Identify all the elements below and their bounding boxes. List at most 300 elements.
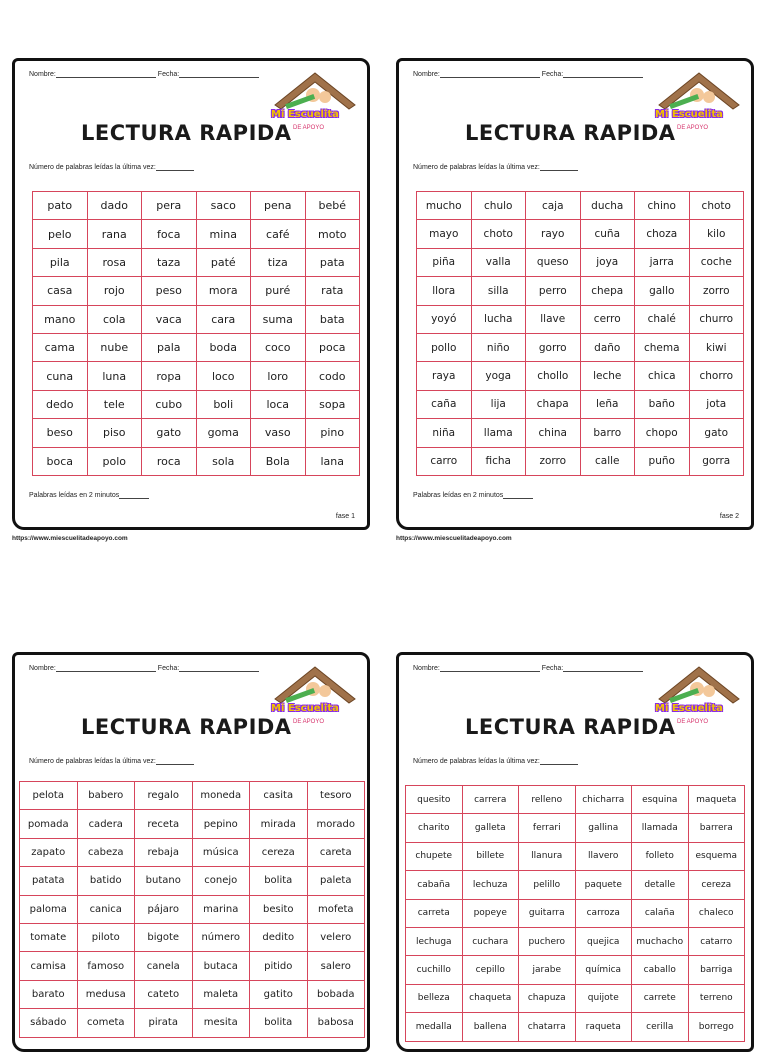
word-cell: cubo [142,390,197,418]
word-cell: casa [33,277,88,305]
table-row [417,305,744,333]
table-row [20,1009,365,1037]
word-cell: famoso [77,952,135,980]
table-row [33,277,360,305]
logo-text: Mi Escuelita [655,703,723,714]
word-cell: mayo [417,220,472,248]
word-cell: baño [635,390,690,418]
word-cell: piña [417,248,472,276]
word-cell: queso [526,248,581,276]
word-cell: chapuza [519,984,576,1012]
word-cell: tele [87,390,142,418]
word-cell: tesoro [307,782,365,810]
phase-label: fase 2 [719,513,739,520]
logo-subtitle: DE APOYO [677,719,709,725]
logo-text: Mi Escuelita [655,109,723,120]
footer-line[interactable] [503,491,533,499]
word-cell: babosa [307,1009,365,1037]
word-cell: paloma [20,895,78,923]
word-cell: bebé [305,192,360,220]
table-row [406,871,745,899]
word-cell: loro [251,362,306,390]
word-cell: cerro [580,305,635,333]
word-cell: llama [471,419,526,447]
site-url[interactable]: https://www.miescuelitadeapoyo.com [12,535,128,542]
table-row [406,899,745,927]
table-row [417,447,744,475]
word-cell: pelillo [519,871,576,899]
word-cell: sola [196,447,251,475]
word-cell: perro [526,277,581,305]
word-cell: ducha [580,192,635,220]
word-cell: caballo [632,956,689,984]
previous-count [29,757,194,765]
word-cell: jota [689,390,744,418]
word-cell: barriga [688,956,745,984]
footer-count [413,491,533,499]
word-cell: ferrari [519,814,576,842]
word-cell: ballena [462,1013,519,1041]
word-cell: pomada [20,810,78,838]
table-row [33,362,360,390]
nombre-line[interactable] [440,69,540,78]
word-cell: niño [471,333,526,361]
word-cell: quejica [575,927,632,955]
word-cell: esquina [632,786,689,814]
word-cell: rosa [87,248,142,276]
word-cell: ficha [471,447,526,475]
word-cell: raqueta [575,1013,632,1041]
word-cell: pato [33,192,88,220]
worksheet-card-4 [396,652,754,1052]
word-cell: cuchara [462,927,519,955]
word-cell: foca [142,220,197,248]
previous-count-label: Número de palabras leídas la última vez: [413,758,540,765]
word-cell: leña [580,390,635,418]
word-cell: café [251,220,306,248]
logo-subtitle: DE APOYO [677,125,709,131]
header-fields [29,663,259,672]
word-cell: coche [689,248,744,276]
word-cell: carrera [462,786,519,814]
previous-count-line[interactable] [540,163,578,171]
word-cell: bobada [307,980,365,1008]
word-cell: paquete [575,871,632,899]
word-cell: choto [689,192,744,220]
word-cell: chapa [526,390,581,418]
table-row [33,220,360,248]
word-cell: número [192,923,250,951]
word-cell: lija [471,390,526,418]
word-cell: receta [135,810,193,838]
word-cell: quesito [406,786,463,814]
word-cell: gallo [635,277,690,305]
nombre-line[interactable] [56,663,156,672]
header-fields [413,663,643,672]
word-cell: chica [635,362,690,390]
word-cell: daño [580,333,635,361]
logo-subtitle: DE APOYO [293,125,325,131]
word-cell: raya [417,362,472,390]
previous-count [413,163,578,171]
word-cell: mucho [417,192,472,220]
word-cell: chatarra [519,1013,576,1041]
word-cell: popeye [462,899,519,927]
word-cell: batido [77,867,135,895]
table-row [20,980,365,1008]
word-cell: llora [417,277,472,305]
word-cell: saco [196,192,251,220]
word-cell: química [575,956,632,984]
site-url[interactable]: https://www.miescuelitadeapoyo.com [396,535,512,542]
word-cell: relleno [519,786,576,814]
word-cell: boda [196,333,251,361]
word-cell: peso [142,277,197,305]
word-cell: piso [87,419,142,447]
word-cell: muchacho [632,927,689,955]
word-cell: joya [580,248,635,276]
word-cell: zapato [20,838,78,866]
table-row [406,956,745,984]
page-title: LECTURA RAPIDA [465,121,676,145]
word-cell: folleto [632,842,689,870]
previous-count-line[interactable] [540,757,578,765]
word-cell: cabeza [77,838,135,866]
table-row [417,419,744,447]
word-cell: chepa [580,277,635,305]
word-cell: ropa [142,362,197,390]
word-cell: carro [417,447,472,475]
word-cell: luna [87,362,142,390]
word-cell: jarra [635,248,690,276]
word-cell: choza [635,220,690,248]
word-cell: boli [196,390,251,418]
word-cell: chopo [635,419,690,447]
page-title: LECTURA RAPIDA [81,121,292,145]
word-cell: cerilla [632,1013,689,1041]
word-cell: carrete [632,984,689,1012]
word-cell: gatito [250,980,308,1008]
word-cell: chalé [635,305,690,333]
word-cell: vaso [251,419,306,447]
previous-count-label: Número de palabras leídas la última vez: [413,164,540,171]
word-cell: Bola [251,447,306,475]
word-cell: patata [20,867,78,895]
word-cell: salero [307,952,365,980]
word-cell: caja [526,192,581,220]
word-cell: churro [689,305,744,333]
table-row [33,192,360,220]
table-row [33,447,360,475]
table-row [406,1013,745,1041]
logo-subtitle: DE APOYO [293,719,325,725]
nombre-label: Nombre: [29,665,56,672]
word-cell: pata [305,248,360,276]
worksheet-card-1 [12,58,370,530]
fecha-line[interactable] [179,663,259,672]
word-cell: gorro [526,333,581,361]
table-row [417,333,744,361]
word-cell: medusa [77,980,135,1008]
table-row [417,277,744,305]
word-cell: camisa [20,952,78,980]
word-table [32,191,360,476]
worksheet-card-3 [12,652,370,1052]
table-row [33,390,360,418]
word-cell: pirata [135,1009,193,1037]
header-fields [29,69,259,78]
nombre-line[interactable] [440,663,540,672]
logo-text: Mi Escuelita [271,703,339,714]
word-cell: kilo [689,220,744,248]
word-cell: belleza [406,984,463,1012]
word-cell: mofeta [307,895,365,923]
word-cell: velero [307,923,365,951]
previous-count-line[interactable] [156,163,194,171]
table-row [33,419,360,447]
previous-count-line[interactable] [156,757,194,765]
word-cell: pena [251,192,306,220]
table-row [406,814,745,842]
word-cell: lana [305,447,360,475]
nombre-label: Nombre: [29,71,56,78]
word-cell: paté [196,248,251,276]
word-cell: galleta [462,814,519,842]
fecha-label: Fecha: [541,71,564,78]
word-cell: barato [20,980,78,1008]
word-cell: choto [471,220,526,248]
table-row [417,390,744,418]
table-row [406,984,745,1012]
word-cell: pepino [192,810,250,838]
header-fields [413,69,643,78]
word-table [19,781,365,1038]
word-cell: gato [689,419,744,447]
word-cell: maleta [192,980,250,1008]
word-cell: poca [305,333,360,361]
word-cell: billete [462,842,519,870]
word-cell: niña [417,419,472,447]
word-cell: esquema [688,842,745,870]
word-cell: caña [417,390,472,418]
word-cell: cara [196,305,251,333]
word-cell: dedo [33,390,88,418]
word-cell: silla [471,277,526,305]
word-cell: kiwi [689,333,744,361]
word-cell: carroza [575,899,632,927]
word-cell: gorra [689,447,744,475]
word-cell: bolita [250,1009,308,1037]
word-cell: llanura [519,842,576,870]
word-cell: cuchillo [406,956,463,984]
word-cell: música [192,838,250,866]
word-cell: puré [251,277,306,305]
table-row [406,786,745,814]
word-cell: chicharra [575,786,632,814]
word-cell: leche [580,362,635,390]
word-cell: medalla [406,1013,463,1041]
word-cell: chulo [471,192,526,220]
table-row [33,305,360,333]
table-row [417,248,744,276]
word-cell: canica [77,895,135,923]
word-cell: mirada [250,810,308,838]
word-cell: bata [305,305,360,333]
word-cell: cometa [77,1009,135,1037]
word-cell: beso [33,419,88,447]
word-cell: chino [635,192,690,220]
word-cell: chaqueta [462,984,519,1012]
table-row [33,248,360,276]
word-cell: vaca [142,305,197,333]
table-row [406,927,745,955]
word-cell: codo [305,362,360,390]
word-cell: cuña [580,220,635,248]
word-cell: terreno [688,984,745,1012]
word-cell: taza [142,248,197,276]
word-cell: zorro [526,447,581,475]
table-row [33,333,360,361]
footer-label: Palabras leídas en 2 minutos [413,492,504,499]
word-cell: puchero [519,927,576,955]
word-cell: llavero [575,842,632,870]
word-cell: cateto [135,980,193,1008]
word-cell: besito [250,895,308,923]
word-cell: rana [87,220,142,248]
word-cell: piloto [77,923,135,951]
word-cell: cuna [33,362,88,390]
word-cell: conejo [192,867,250,895]
word-cell: rojo [87,277,142,305]
word-cell: canela [135,952,193,980]
word-cell: bolita [250,867,308,895]
word-cell: sopa [305,390,360,418]
word-cell: cereza [250,838,308,866]
footer-count [29,491,149,499]
word-cell: coco [251,333,306,361]
word-cell: marina [192,895,250,923]
fecha-label: Fecha: [541,665,564,672]
word-cell: suma [251,305,306,333]
word-cell: roca [142,447,197,475]
word-cell: maqueta [688,786,745,814]
word-cell: cereza [688,871,745,899]
word-cell: pitido [250,952,308,980]
word-cell: butaca [192,952,250,980]
word-cell: china [526,419,581,447]
word-cell: cola [87,305,142,333]
word-cell: gallina [575,814,632,842]
word-cell: sábado [20,1009,78,1037]
fecha-line[interactable] [179,69,259,78]
word-cell: tomate [20,923,78,951]
word-cell: nube [87,333,142,361]
word-cell: morado [307,810,365,838]
word-cell: boca [33,447,88,475]
table-row [20,782,365,810]
word-cell: calaña [632,899,689,927]
table-row [20,952,365,980]
word-cell: mora [196,277,251,305]
word-cell: careta [307,838,365,866]
word-table [405,785,745,1042]
previous-count [413,757,578,765]
word-cell: babero [77,782,135,810]
table-row [20,923,365,951]
fecha-line[interactable] [563,69,643,78]
word-cell: mano [33,305,88,333]
word-cell: charito [406,814,463,842]
table-row [20,810,365,838]
footer-label: Palabras leídas en 2 minutos [29,492,120,499]
word-cell: cabaña [406,871,463,899]
word-cell: cama [33,333,88,361]
word-cell: dedito [250,923,308,951]
word-cell: pollo [417,333,472,361]
word-cell: pera [142,192,197,220]
word-cell: catarro [688,927,745,955]
word-cell: yoga [471,362,526,390]
word-cell: llave [526,305,581,333]
word-cell: bigote [135,923,193,951]
word-cell: rata [305,277,360,305]
word-cell: pelo [33,220,88,248]
table-row [20,895,365,923]
word-cell: barrera [688,814,745,842]
word-cell: loca [251,390,306,418]
word-cell: barro [580,419,635,447]
word-cell: goma [196,419,251,447]
word-cell: gato [142,419,197,447]
word-cell: zorro [689,277,744,305]
fecha-line[interactable] [563,663,643,672]
word-cell: pelota [20,782,78,810]
fecha-label: Fecha: [157,665,180,672]
word-cell: paleta [307,867,365,895]
phase-label: fase 1 [335,513,355,520]
table-row [20,867,365,895]
word-cell: chollo [526,362,581,390]
word-cell: lucha [471,305,526,333]
table-row [406,842,745,870]
word-cell: valla [471,248,526,276]
word-cell: detalle [632,871,689,899]
nombre-line[interactable] [56,69,156,78]
nombre-label: Nombre: [413,665,440,672]
word-cell: mesita [192,1009,250,1037]
word-cell: rayo [526,220,581,248]
word-cell: jarabe [519,956,576,984]
footer-line[interactable] [119,491,149,499]
word-cell: tiza [251,248,306,276]
word-cell: casita [250,782,308,810]
word-cell: pino [305,419,360,447]
table-row [417,192,744,220]
word-cell: guitarra [519,899,576,927]
word-cell: dado [87,192,142,220]
logo-text: Mi Escuelita [271,109,339,120]
word-cell: llamada [632,814,689,842]
word-table [416,191,744,476]
word-cell: chaleco [688,899,745,927]
word-cell: rebaja [135,838,193,866]
page-title: LECTURA RAPIDA [465,715,676,739]
word-cell: cepillo [462,956,519,984]
word-cell: moto [305,220,360,248]
word-cell: loco [196,362,251,390]
word-cell: butano [135,867,193,895]
word-cell: lechuza [462,871,519,899]
